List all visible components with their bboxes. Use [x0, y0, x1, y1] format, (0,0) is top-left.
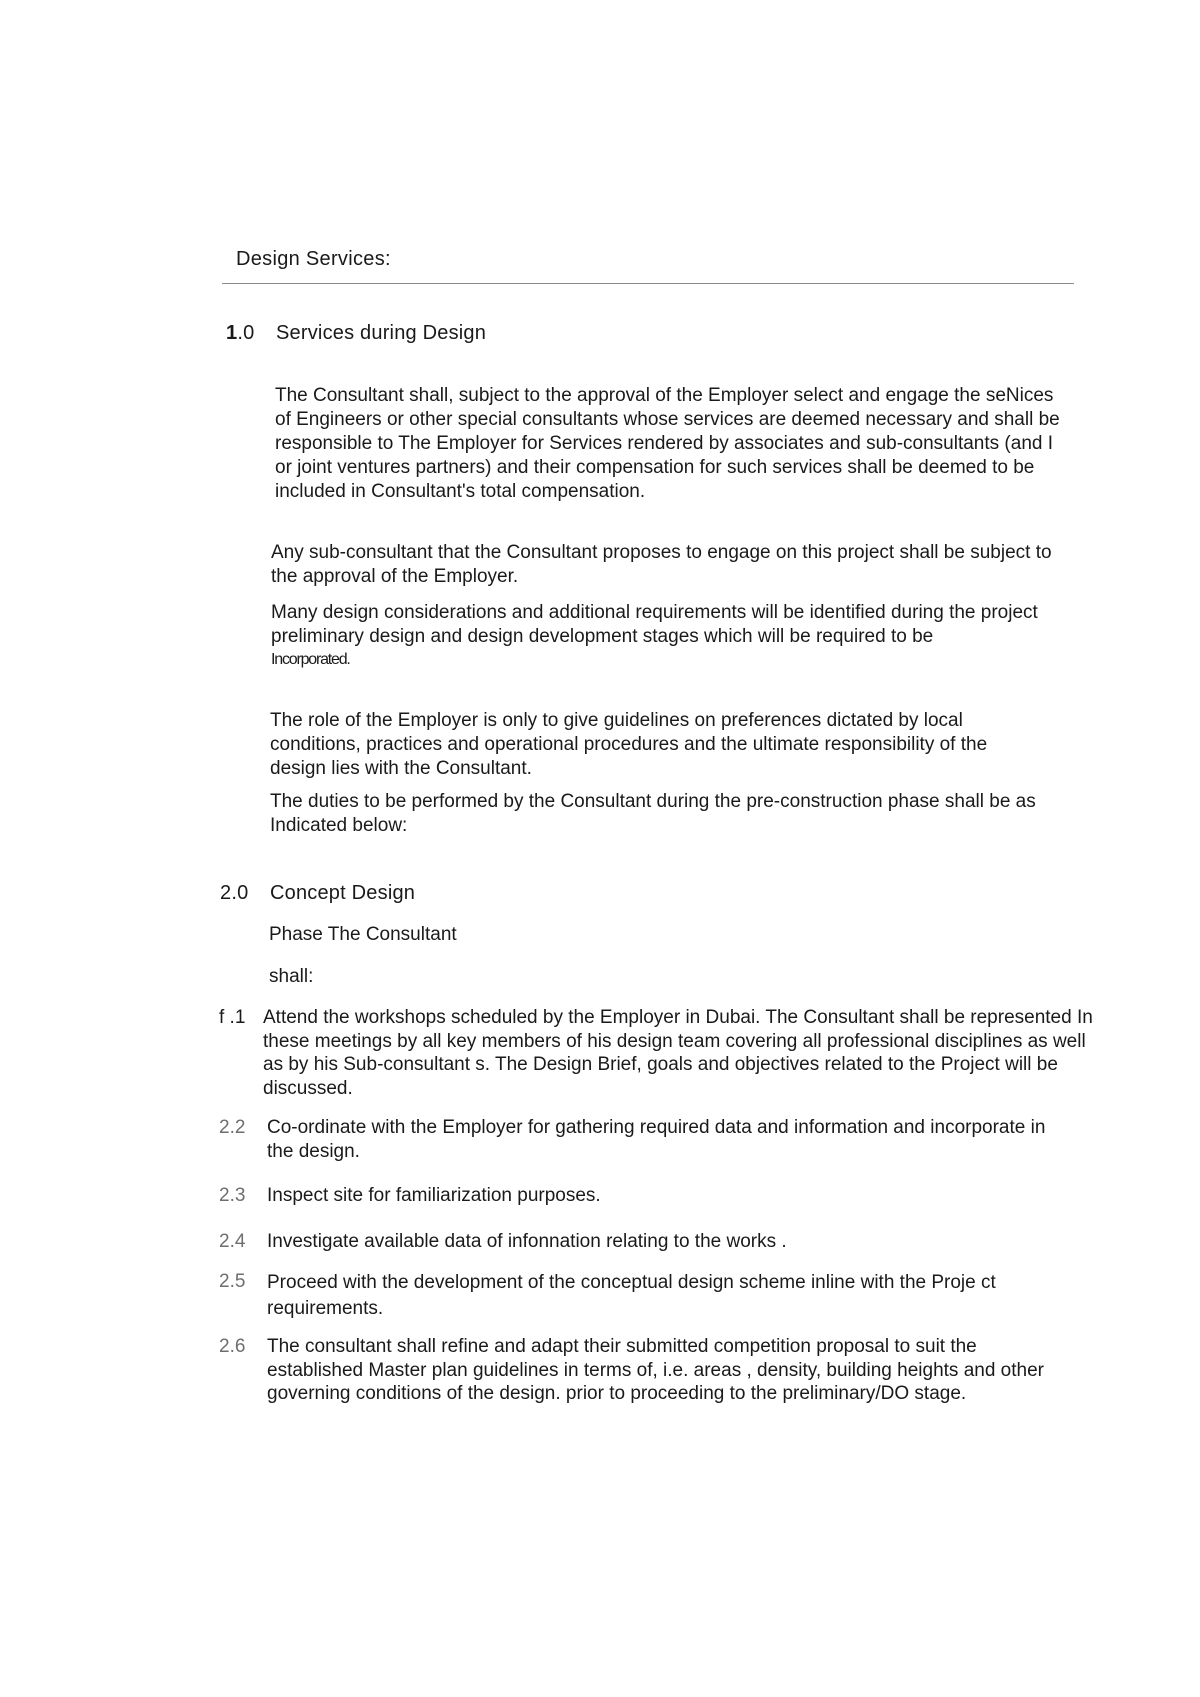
list-item-number: 2.5	[219, 1271, 246, 1292]
list-item-text: The consultant shall refine and adapt their submitted competition proposal to suit the established Master plan guidelines in terms of, i.e. areas , density, building heights and other governing conditions of the design. prior to proceeding to the preliminary/DO stage.	[267, 1336, 1044, 1404]
section-1-paragraph-2: Any sub-consultant that the Consultant proposes to engage on this project shall be subject to the approval of the Employer.	[271, 542, 1052, 587]
section-2-number: 2.0	[220, 882, 249, 904]
list-item-text: Attend the workshops scheduled by the Employer in Dubai. The Consultant shall be represented In these meetings by all key members of his design team covering all professional disciplines as well as by his Sub-consultant s. The Design Brief, goals and objectives related to the Project will be discussed.	[263, 1007, 1093, 1099]
section-2-intro-line-1: Phase The Consultant	[269, 924, 457, 945]
list-item-text: Investigate available data of infonnation relating to the works .	[267, 1231, 787, 1252]
section-1-paragraph-3-tail: Incorporated.	[271, 651, 350, 668]
list-item-number: 2.2	[219, 1117, 246, 1138]
header-divider	[222, 283, 1074, 284]
section-1-paragraph-5: The duties to be performed by the Consultant during the pre-construction phase shall be as Indicated below:	[270, 791, 1036, 836]
section-1-paragraph-3-body: Many design considerations and additional requirements will be identified during the project preliminary design and design development stages which will be required to be	[271, 602, 1038, 647]
section-1-title: Services during Design	[276, 322, 487, 344]
section-1-heading	[226, 322, 486, 345]
list-item-2-6	[219, 1335, 1099, 1406]
list-item-text: Co-ordinate with the Employer for gathering required data and information and incorporate in the design.	[267, 1117, 1046, 1162]
section-1-paragraph-1: The Consultant shall, subject to the approval of the Employer select and engage the seNices of Engineers or other special consultants whose services are deemed necessary and shall be responsible to The Employer for Services rendered by associates and sub-consultants (and I or joint ventures partners) and their compensation for such services shall be deemed to be included in Consultant's total compensation.	[275, 385, 1060, 502]
list-item-number: 2.3	[219, 1185, 246, 1206]
section-1-paragraph-4: The role of the Employer is only to give guidelines on preferences dictated by local conditions, practices and operational procedures and the ultimate responsibility of the design lies with the Consultant.	[270, 710, 988, 779]
list-item-number: 2.4	[219, 1231, 246, 1252]
list-item-2-3	[219, 1184, 1099, 1208]
section-1-number: 1.0	[226, 322, 255, 344]
list-item-number: f .1	[219, 1007, 246, 1028]
list-item-2-1	[219, 1006, 1099, 1100]
list-item-text: Proceed with the development of the conceptual design scheme inline with the Proje ct requirements.	[267, 1272, 996, 1319]
section-1-paragraph-3	[271, 601, 1066, 671]
list-item-2-2	[219, 1116, 1099, 1163]
list-item-text: Inspect site for familiarization purposes.	[267, 1185, 601, 1206]
list-item-2-4	[219, 1230, 1099, 1254]
list-item-2-5	[219, 1270, 1099, 1322]
section-2-title: Concept Design	[270, 882, 416, 904]
section-2-heading	[220, 882, 415, 905]
section-2-intro-line-2: shall:	[269, 966, 314, 987]
page-header-title: Design Services:	[236, 248, 391, 270]
list-item-number: 2.6	[219, 1336, 246, 1357]
